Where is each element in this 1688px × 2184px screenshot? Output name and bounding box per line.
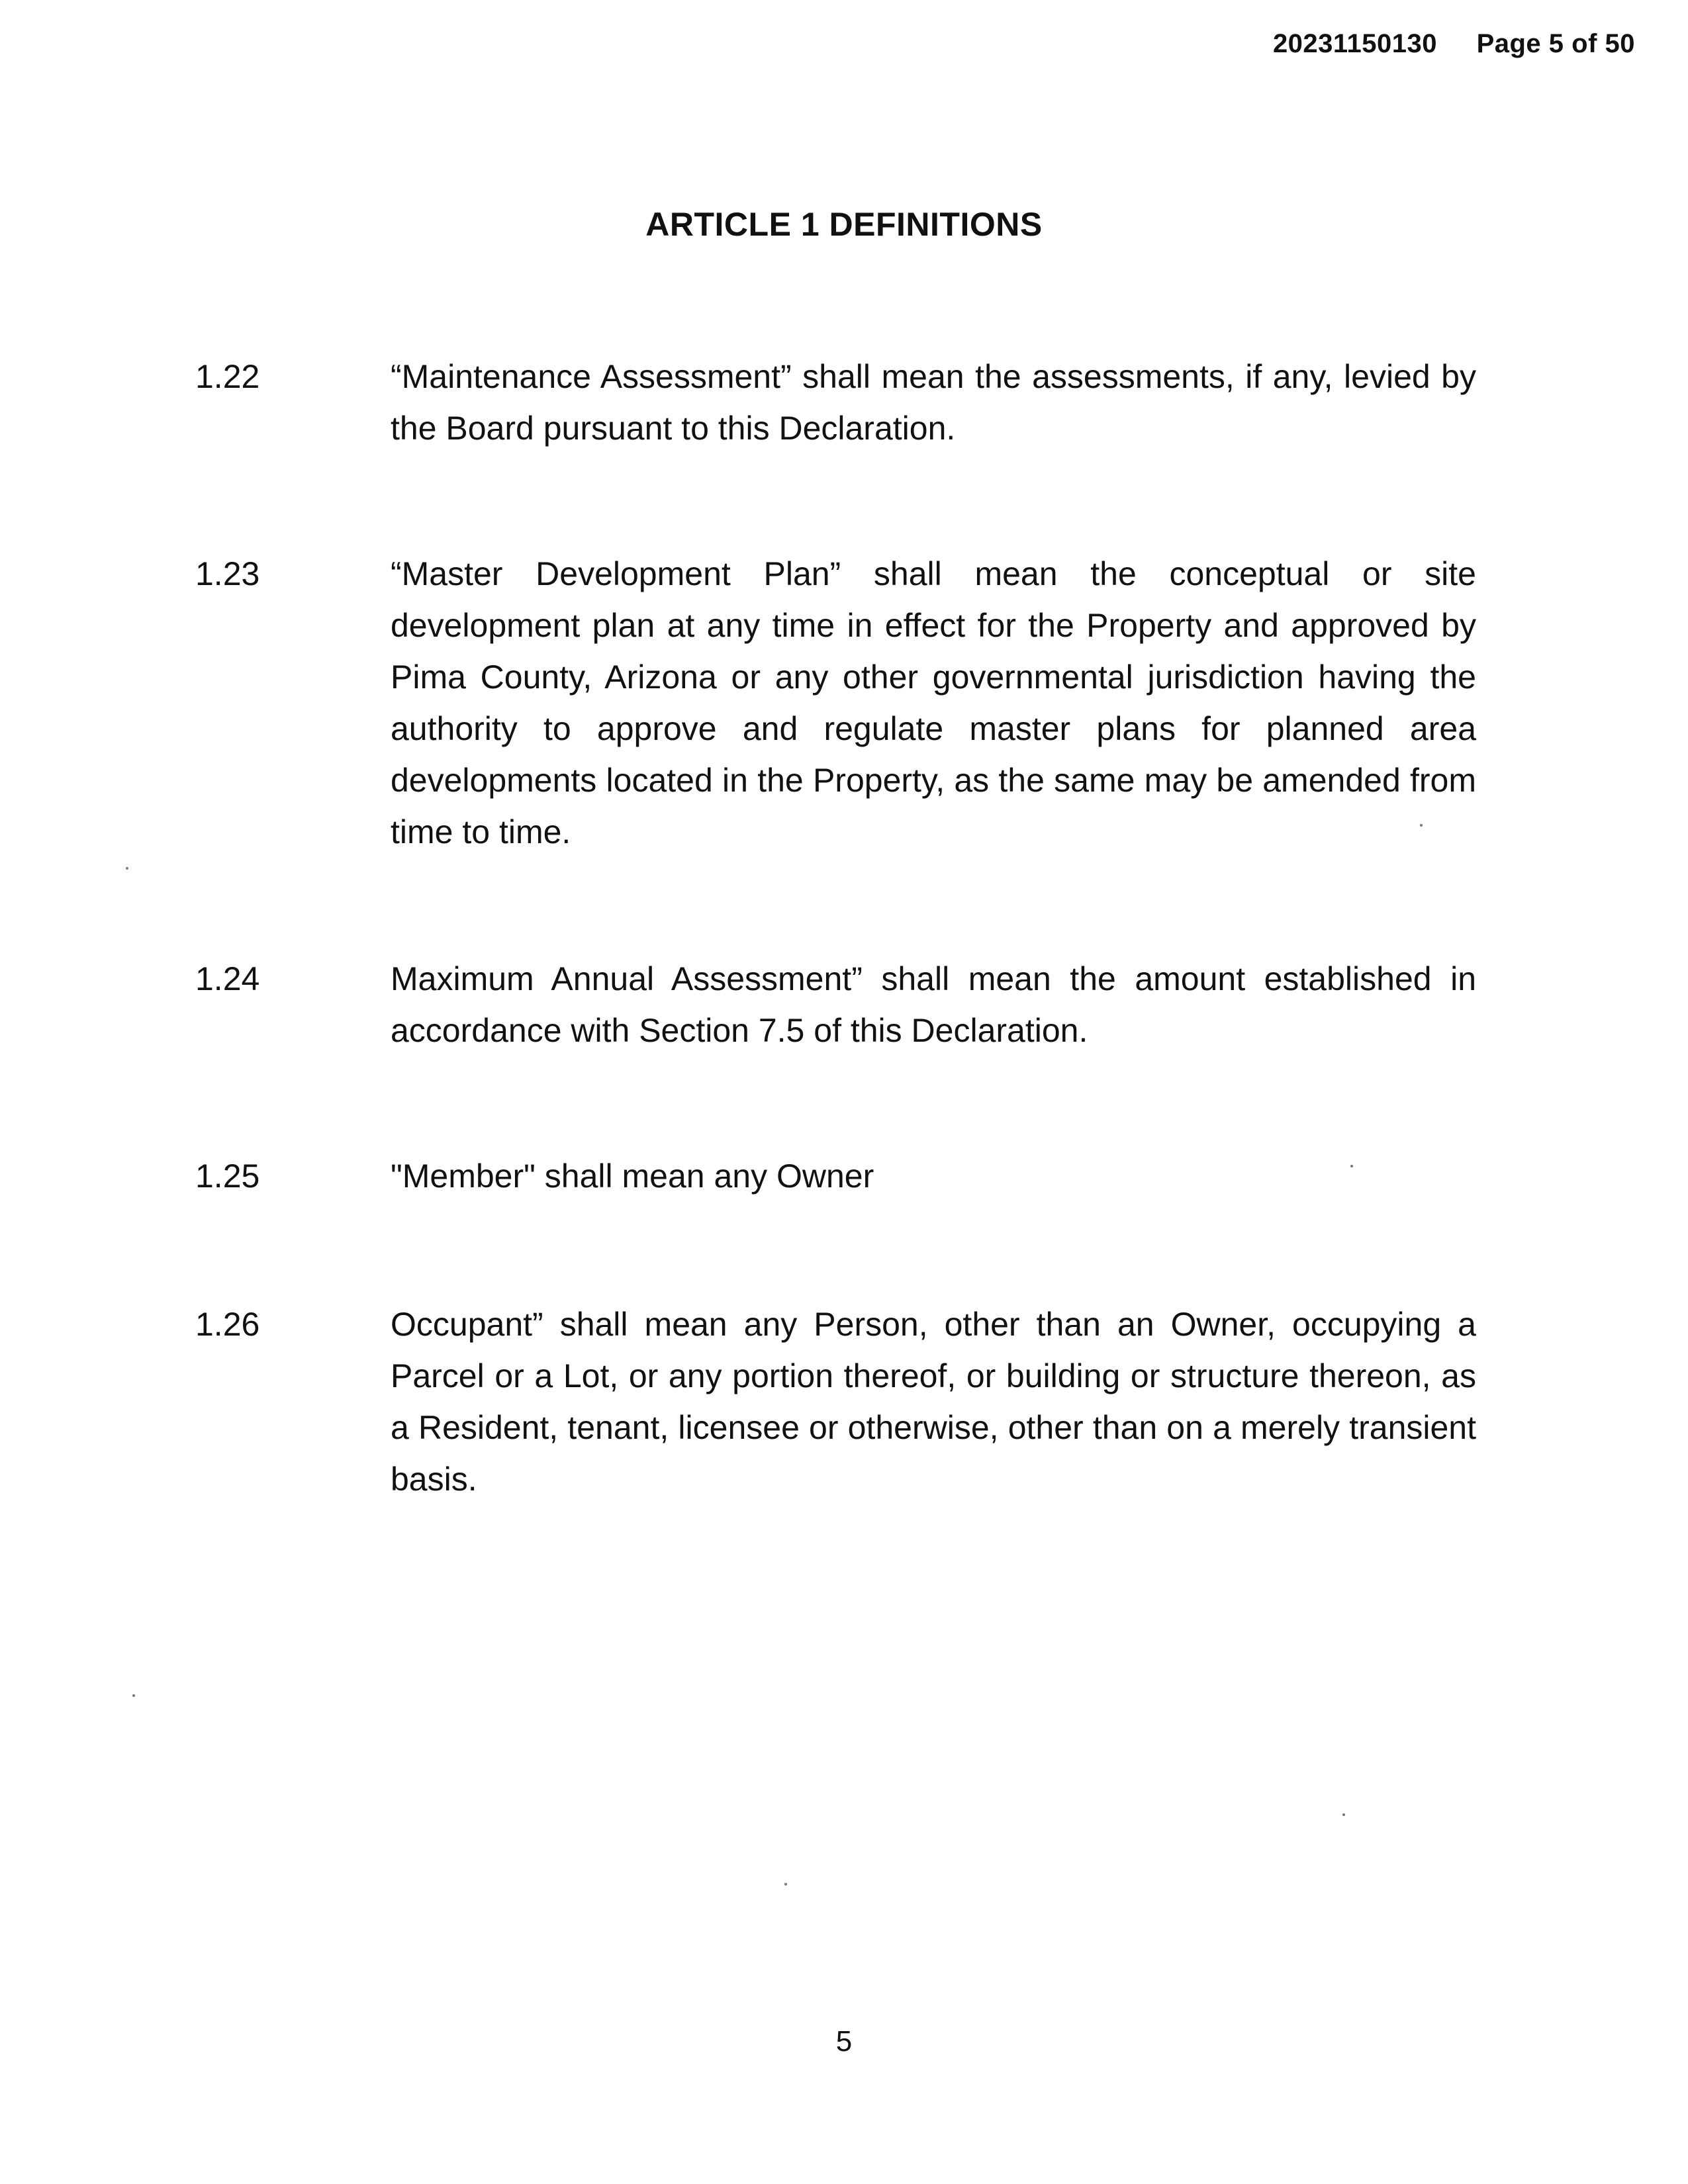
page-count-label: Page 5 of 50 <box>1476 29 1635 58</box>
document-number: 20231150130 <box>1272 29 1437 58</box>
section-number: 1.26 <box>195 1306 260 1343</box>
page-number: 5 <box>835 2025 853 2058</box>
section-number: 1.22 <box>195 358 260 395</box>
section-text: “Master Development Plan” shall mean the conceptual or site development plan at any time in effect for the Property and approved by Pima County, Arizona or any other governmental jurisdiction having the authority to approve and regulate master plans for planned area developments located in the Property, as the same may be amended from time to time. <box>391 555 1476 850</box>
section-text: Occupant” shall mean any Person, other than an Owner, occupying a Parcel or a Lot, or any portion thereof, or building or structure thereon, as a Resident, tenant, licensee or otherwise, other than on a merely transient basis. <box>391 1306 1476 1498</box>
section-number: 1.23 <box>195 555 260 592</box>
section-text: Maximum Annual Assessment” shall mean the amount established in accordance with Section 7.5 of this Declaration. <box>391 960 1476 1049</box>
section-text: “Maintenance Assessment” shall mean the assessments, if any, levied by the Board pursuant to this Declaration. <box>391 358 1476 447</box>
scan-speck <box>1350 1165 1353 1167</box>
scan-speck <box>1342 1813 1345 1816</box>
section-text: "Member" shall mean any Owner <box>391 1158 874 1195</box>
scan-speck <box>1420 824 1423 827</box>
scan-speck <box>126 867 128 870</box>
scan-speck <box>784 1883 787 1886</box>
recording-stamp <box>1273 29 1635 59</box>
article-title: ARTICLE 1 DEFINITIONS <box>645 206 1043 243</box>
scan-speck <box>132 1694 135 1697</box>
section-number: 1.25 <box>195 1158 260 1195</box>
section-number: 1.24 <box>195 960 260 997</box>
